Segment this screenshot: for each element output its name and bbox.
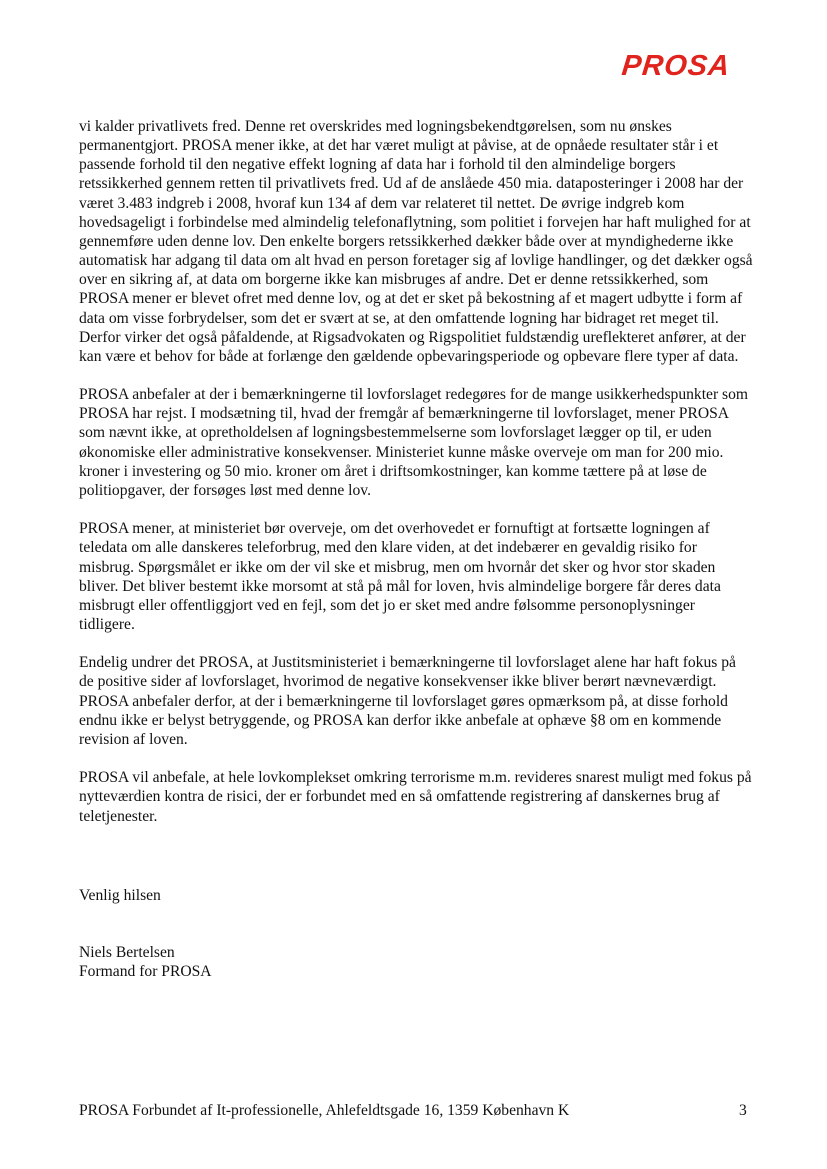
paragraph-5: PROSA vil anbefale, at hele lovkomplekset omkring terrorisme m.m. revideres snarest muligt med fokus på nytteværdien kontra de risici, der er forbundet med en så omfattende registrering af danskernes brug af teletjenester. bbox=[79, 769, 752, 825]
footer-address: PROSA Forbundet af It-professionelle, Ahlefeldtsgade 16, 1359 København K bbox=[79, 1102, 570, 1119]
signature-title: Formand for PROSA bbox=[79, 963, 212, 981]
prosa-logo: PROSA bbox=[620, 50, 732, 82]
letter-body bbox=[79, 117, 753, 845]
paragraph-4: Endelig undrer det PROSA, at Justitsministeriet i bemærkningerne til lovforslaget alene har haft fokus på de positive sider af lovforslaget, hvorimod de negative konsekvenser ikke bliver berørt nævneværdigt. PROSA anbefaler derfor, at der i bemærkningerne til lovforslaget gøres opmærksom på, at disse forhold endnu ikke er belyst betryggende, og PROSA kan derfor ikke anbefale at ophæve §8 om en kommende revision af loven. bbox=[79, 654, 736, 748]
closing-greeting: Venlig hilsen bbox=[79, 887, 161, 904]
paragraph-1: vi kalder privatlivets fred. Denne ret overskrides med logningsbekendtgørelsen, som nu ønskes permanentgjort. PROSA mener ikke, at det har været muligt at påvise, at de opnåede resultater står i et passende forhold til den negative effekt logning af data har i forhold til den almindelige borgers retssikkerhed gennem retten til privatlivets fred. Ud af de anslåede 450 mia. dataposteringer i 2008 har der været 3.483 indgreb i 2008, hvoraf kun 134 af dem var relateret til nettet. De øvrige indgreb kom hovedsageligt i forbindelse med almindelig telefonaflytning, som politiet i forvejen har haft mulighed for at gennemføre uden denne lov. Den enkelte borgers retssikkerhed dækker både over at myndighederne ikke automatisk har adgang til data om alt hvad en person foretager sig af lovlige handlinger, og det dækker også over en sikring af, at data om borgerne ikke kan misbruges af andre. Det er denne retssikkerhed, som PROSA mener er blevet ofret med denne lov, og at det er sket på bekostning af et magert udbytte i form af data om visse forbrydelser, som det er svært at se, at den omfattende logning har bidraget ret meget til. Derfor virker det også påfaldende, at Rigsadvokaten og Rigspolitiet fuldstændig ureflekteret anfører, at der kan være et behov for både at forlænge den gældende opbevaringsperiode og opbevare flere typer af data. bbox=[79, 118, 753, 365]
signature-name: Niels Bertelsen bbox=[79, 944, 175, 961]
paragraph-2: PROSA anbefaler at der i bemærkningerne til lovforslaget redegøres for de mange usikkerhedspunkter som PROSA har rejst. I modsætning til, hvad der fremgår af bemærkningerne til lovforslaget, mener PROSA som nævnt ikke, at opretholdelsen af logningsbestemmelserne som lovforslaget lægger op til, er uden økonomiske eller administrative konsekvenser. Ministeriet kunne måske overveje om man for 200 mio. kroner i investering og 50 mio. kroner om året i driftsomkostninger, kan komme tættere på at løse de politiopgaver, der forsøges løst med denne lov. bbox=[79, 386, 749, 499]
signature-block bbox=[79, 943, 212, 981]
paragraph-3: PROSA mener, at ministeriet bør overveje, om det overhovedet er fornuftigt at fortsætte logningen af teledata om alle danskeres teleforbrug, med den klare viden, at det indebærer en gevaldig risiko for misbrug. Spørgsmålet er ikke om der vil ske et misbrug, men om hvornår det sker og hvor stor skaden bliver. Det bliver bestemt ikke morsomt at stå på mål for loven, hvis almindelige borgere får deres data misbrugt eller offentliggjort ved en fejl, som det jo er sket med andre følsomme personoplysninger tidligere. bbox=[79, 520, 721, 634]
page-number: 3 bbox=[739, 1102, 747, 1119]
